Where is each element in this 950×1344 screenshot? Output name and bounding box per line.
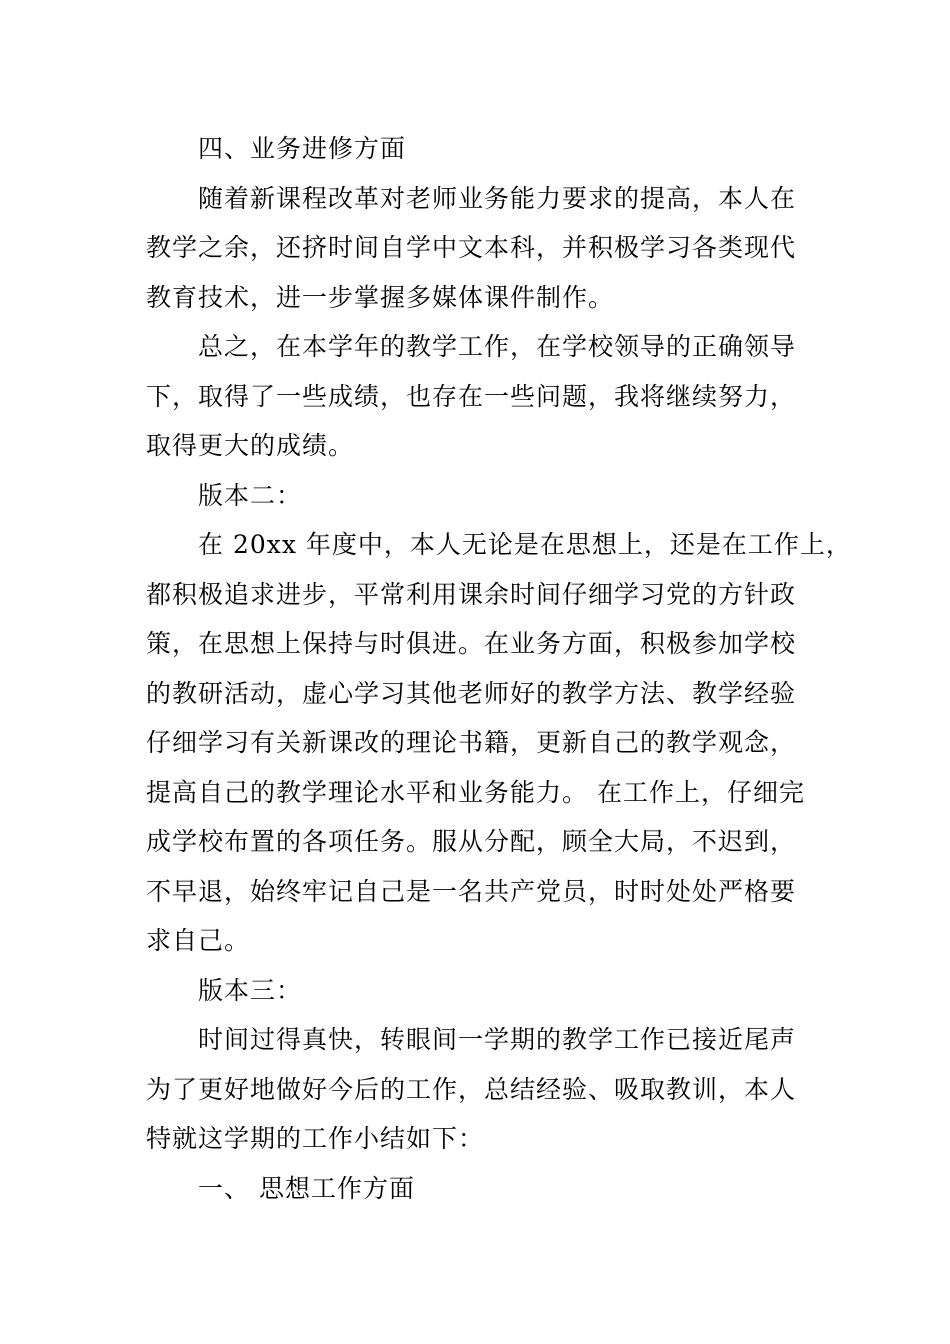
section-heading-business-study: 四、业务进修方面 — [198, 134, 407, 163]
paragraph-line: 教学之余，还挤时间自学中文本科，并积极学习各类现代 — [146, 233, 797, 262]
paragraph-line: 特就这学期的工作小结如下： — [146, 1124, 485, 1153]
paragraph-line: 成学校布置的各项任务。服从分配，顾全大局，不迟到， — [146, 827, 797, 856]
paragraph-line: 求自己。 — [146, 926, 251, 955]
paragraph-line: 为了更好地做好今后的工作，总结经验、吸取教训，本人 — [146, 1074, 797, 1104]
version-three-heading: 版本三： — [198, 975, 303, 1005]
paragraph-line: 仔细学习有关新课改的理论书籍，更新自己的教学观念， — [146, 728, 797, 757]
paragraph-line: 取得更大的成绩。 — [146, 431, 355, 460]
paragraph-line: 提高自己的教学理论水平和业务能力。 在工作上，仔细完 — [146, 777, 805, 807]
paragraph-line: 的教研活动，虚心学习其他老师好的教学方法、教学经验 — [146, 678, 797, 708]
paragraph-line: 时间过得真快，转眼间一学期的教学工作已接近尾声 — [198, 1025, 797, 1054]
paragraph-line: 总之，在本学年的教学工作，在学校领导的正确领导 — [198, 332, 797, 361]
paragraph-line: 不早退，始终牢记自己是一名共产党员，时时处处严格要 — [146, 876, 797, 906]
paragraph-line: 都积极追求进步，平常利用课余时间仔细学习党的方针政 — [146, 579, 797, 609]
paragraph-line: 教育技术，进一步掌握多媒体课件制作。 — [146, 282, 615, 312]
document-body — [146, 124, 852, 1213]
paragraph-line: 随着新课程改革对老师业务能力要求的提高，本人在 — [198, 183, 797, 213]
version-two-heading: 版本二： — [198, 480, 303, 510]
paragraph-line: 在 20xx 年度中，本人无论是在思想上，还是在工作上， — [198, 530, 852, 559]
paragraph-line: 策，在思想上保持与时俱进。在业务方面，积极参加学校 — [146, 629, 797, 658]
paragraph-line: 下，取得了一些成绩，也存在一些问题，我将继续努力， — [146, 381, 797, 411]
section-heading-ideological-work: 一、 思想工作方面 — [198, 1173, 415, 1203]
